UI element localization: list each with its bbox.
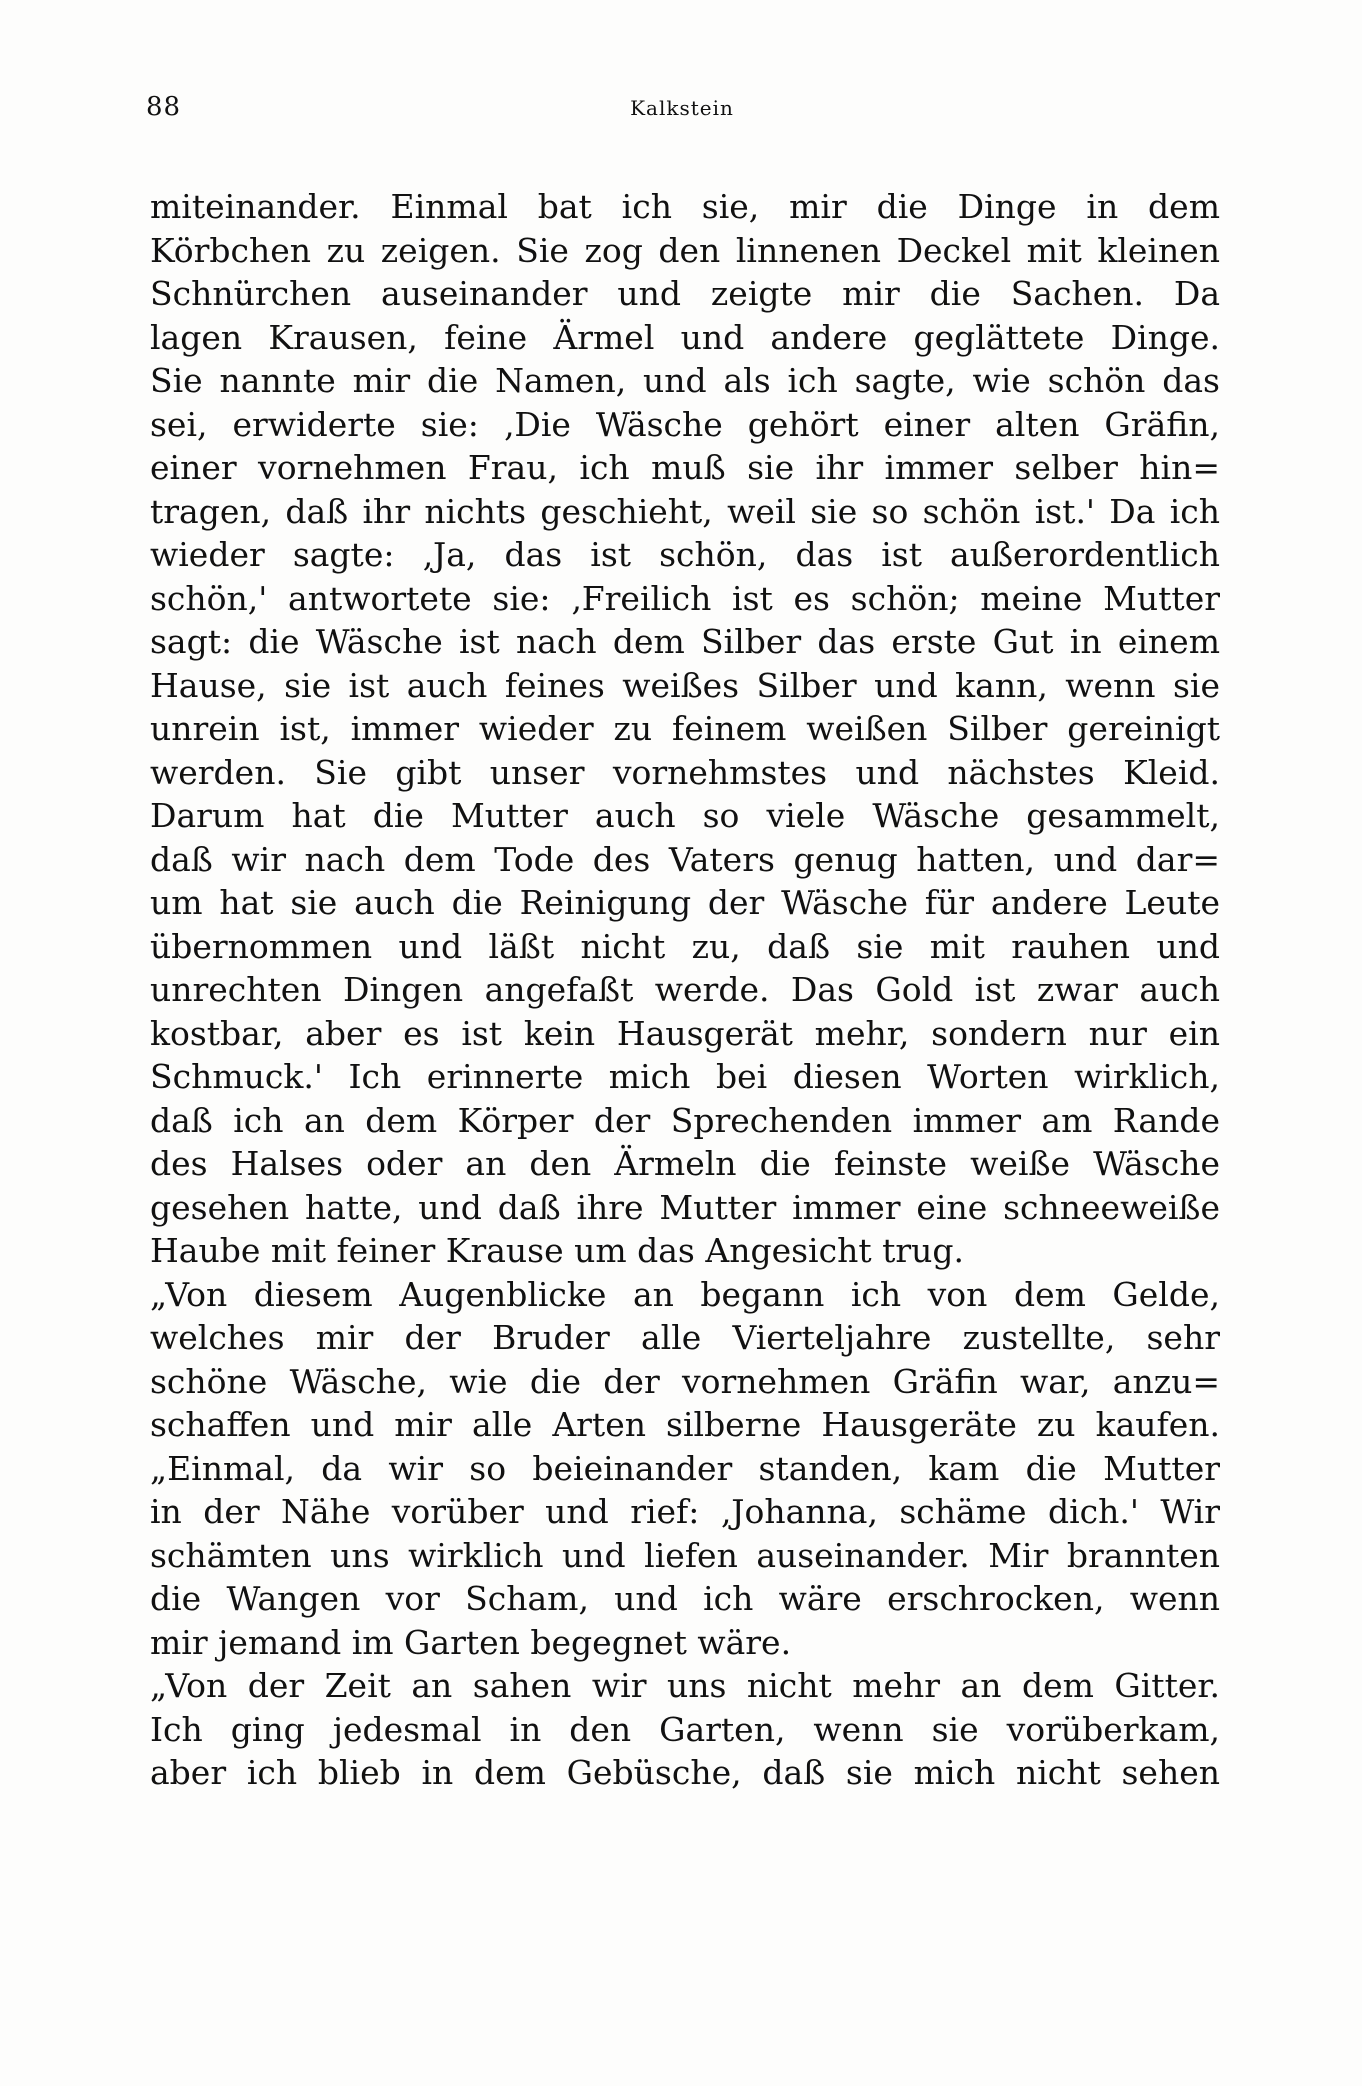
text-line: Sie nannte mir die Namen, und als ich sagte, wie schön das [150, 361, 1220, 400]
text-line: aber ich blieb in dem Gebüsche, daß sie mich nicht sehen [150, 1753, 1220, 1792]
text-line: Haube mit feiner Krause um das Angesicht trug. [150, 1231, 964, 1270]
text-line: Ich ging jedesmal in den Garten, wenn sie vorüberkam, [150, 1709, 1220, 1749]
text-line: welches mir der Bruder alle Vierteljahre zustellte, sehr [150, 1318, 1220, 1357]
text-line: Darum hat die Mutter auch so viele Wäsche gesammelt, [150, 796, 1220, 835]
text-line: kostbar, aber es ist kein Hausgerät mehr, sondern nur ein [150, 1013, 1220, 1053]
page-header [146, 92, 1218, 132]
text-line: um hat sie auch die Reinigung der Wäsche für andere Leute [150, 883, 1220, 922]
text-line: tragen, daß ihr nichts geschieht, weil sie so schön ist.' Da ich [150, 491, 1220, 531]
text-line: unrechten Dingen angefaßt werde. Das Gold ist zwar auch [150, 970, 1220, 1009]
text-line: gesehen hatte, und daß ihre Mutter immer eine schneeweiße [150, 1187, 1220, 1227]
text-line: schämten uns wirklich und liefen auseinander. Mir brannten [150, 1535, 1220, 1575]
text-line: „Einmal, da wir so beieinander standen, kam die Mutter [150, 1448, 1220, 1488]
text-line: mir jemand im Garten begegnet wäre. [150, 1622, 792, 1662]
text-line: die Wangen vor Scham, und ich wäre erschrocken, wenn [150, 1579, 1220, 1618]
body-text [150, 185, 1220, 1795]
text-line: des Halses oder an den Ärmeln die feinste weiße Wäsche [150, 1144, 1220, 1183]
text-line: wieder sagte: ‚Ja, das ist schön, das ist außerordentlich [150, 535, 1220, 574]
text-line: sei, erwiderte sie: ‚Die Wäsche gehört einer alten Gräfin, [150, 404, 1220, 444]
text-line: unrein ist, immer wieder zu feinem weißen Silber gereinigt [150, 709, 1220, 748]
page-number: 88 [146, 92, 182, 122]
text-line: Körbchen zu zeigen. Sie zog den linnenen Deckel mit kleinen [150, 230, 1220, 270]
text-line: daß wir nach dem Tode des Vaters genug hatten, und dar= [150, 839, 1220, 879]
running-title: Kalkstein [630, 96, 734, 120]
text-line: schaffen und mir alle Arten silberne Hausgeräte zu kaufen. [150, 1405, 1220, 1444]
text-line: daß ich an dem Körper der Sprechenden immer am Rande [150, 1100, 1220, 1140]
text-line: „Von diesem Augenblicke an begann ich von dem Gelde, [150, 1274, 1220, 1314]
text-line: schöne Wäsche, wie die der vornehmen Gräfin war, anzu= [150, 1361, 1220, 1401]
text-line: in der Nähe vorüber und rief: ‚Johanna, schäme dich.' Wir [150, 1492, 1220, 1531]
text-line: einer vornehmen Frau, ich muß sie ihr immer selber hin= [150, 448, 1220, 487]
text-line: miteinander. Einmal bat ich sie, mir die Dinge in dem [150, 187, 1220, 226]
text-line: werden. Sie gibt unser vornehmstes und nächstes Kleid. [150, 752, 1220, 792]
text-line: Hause, sie ist auch feines weißes Silber und kann, wenn sie [150, 665, 1220, 705]
text-line: lagen Krausen, feine Ärmel und andere geglättete Dinge. [150, 317, 1220, 357]
text-line: übernommen und läßt nicht zu, daß sie mit rauhen und [150, 926, 1220, 966]
text-line: Schnürchen auseinander und zeigte mir die Sachen. Da [150, 274, 1220, 313]
text-line: schön,' antwortete sie: ‚Freilich ist es schön; meine Mutter [150, 578, 1220, 618]
text-line: Schmuck.' Ich erinnerte mich bei diesen Worten wirklich, [150, 1057, 1220, 1096]
text-line: sagt: die Wäsche ist nach dem Silber das erste Gut in einem [150, 622, 1220, 661]
text-line: „Von der Zeit an sahen wir uns nicht mehr an dem Gitter. [150, 1666, 1220, 1705]
